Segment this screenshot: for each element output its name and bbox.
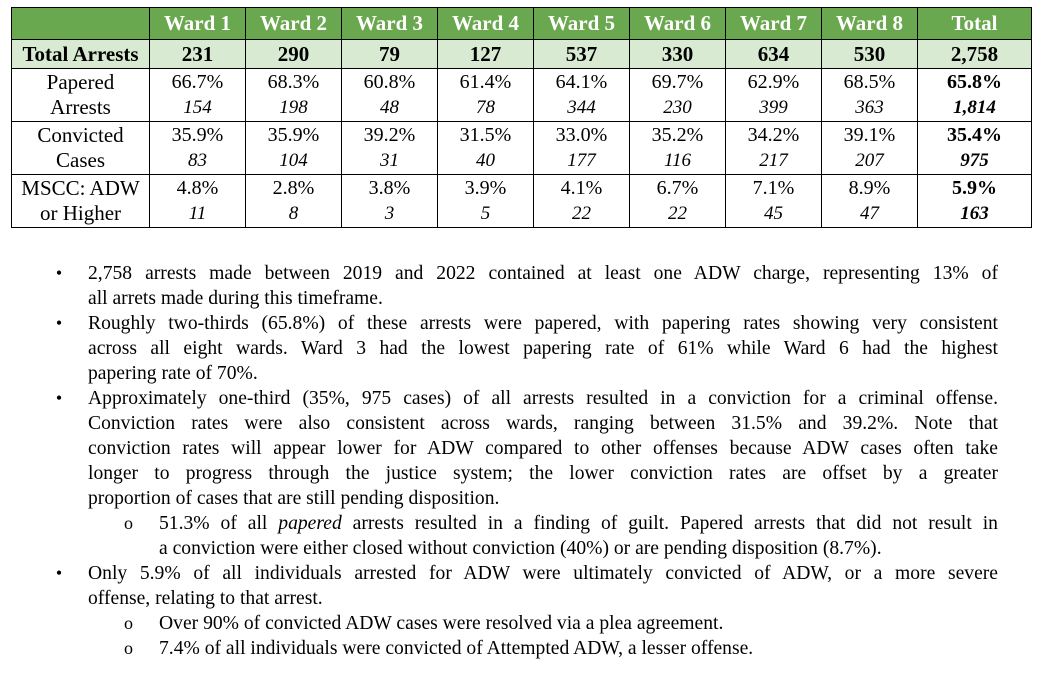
table-cell bbox=[150, 69, 246, 122]
count-value: 48 bbox=[380, 97, 399, 118]
percent-value: 6.7% bbox=[656, 177, 699, 199]
count-value: 154 bbox=[183, 97, 212, 118]
table-cell bbox=[438, 69, 534, 122]
table-cell bbox=[630, 122, 726, 175]
count-value: 363 bbox=[855, 97, 884, 118]
findings-bullet-list bbox=[52, 261, 998, 661]
text-line: 7.4% of all individuals were convicted of Attempted ADW, a lesser offense. bbox=[159, 638, 754, 659]
ward-arrest-table bbox=[11, 7, 1032, 228]
text-line: Only 5.9% of all individuals arrested for ADW were ultimately convicted of ADW, or a more severe bbox=[88, 563, 998, 584]
count-value: 163 bbox=[960, 203, 989, 224]
text-line: offense, relating to that arrest. bbox=[88, 588, 323, 609]
row-label-line: Convicted bbox=[37, 123, 124, 147]
bullet-icon: • bbox=[55, 388, 63, 408]
table-cell bbox=[342, 175, 438, 228]
table-header-row bbox=[12, 8, 1032, 40]
table-cell: 290 bbox=[246, 40, 342, 69]
percent-value: 35.4% bbox=[947, 124, 1002, 146]
count-value: 47 bbox=[860, 203, 879, 224]
count-value: 45 bbox=[764, 203, 783, 224]
circle-bullet-icon: o bbox=[124, 513, 133, 533]
count-value: 230 bbox=[663, 97, 692, 118]
list-item bbox=[52, 311, 998, 386]
bullet-icon: • bbox=[55, 563, 63, 583]
percent-value: 69.7% bbox=[651, 71, 704, 93]
table-cell bbox=[534, 122, 630, 175]
sub-list-item bbox=[52, 611, 998, 636]
count-value: 31 bbox=[380, 150, 399, 171]
list-item bbox=[52, 261, 998, 311]
row-label-line: Papered bbox=[46, 70, 115, 94]
row-label-line: or Higher bbox=[39, 201, 122, 225]
count-value: 1,814 bbox=[953, 97, 996, 118]
row-label-line: Cases bbox=[56, 148, 105, 172]
list-item bbox=[52, 561, 998, 611]
percent-value: 3.9% bbox=[464, 177, 507, 199]
table-cell: 127 bbox=[438, 40, 534, 69]
row-label: Total Arrests bbox=[12, 40, 150, 69]
percent-value: 35.9% bbox=[267, 124, 320, 146]
count-value: 198 bbox=[279, 97, 308, 118]
percent-value: 68.3% bbox=[267, 71, 320, 93]
header-corner-cell bbox=[12, 8, 150, 40]
table-cell: 537 bbox=[534, 40, 630, 69]
table-cell: 330 bbox=[630, 40, 726, 69]
table-cell-total bbox=[918, 175, 1032, 228]
sub-list-item bbox=[52, 636, 998, 661]
emphasis-text: papered bbox=[278, 513, 342, 534]
table-cell bbox=[246, 122, 342, 175]
percent-value: 7.1% bbox=[752, 177, 795, 199]
percent-value: 3.8% bbox=[368, 177, 411, 199]
papered-arrests-row bbox=[12, 69, 1032, 122]
table-cell bbox=[150, 175, 246, 228]
table-cell: 530 bbox=[822, 40, 918, 69]
percent-value: 61.4% bbox=[459, 71, 512, 93]
header-ward-5: Ward 5 bbox=[534, 8, 630, 40]
percent-value: 65.8% bbox=[947, 71, 1002, 93]
list-item bbox=[52, 386, 998, 511]
table-cell bbox=[726, 175, 822, 228]
percent-value: 31.5% bbox=[459, 124, 512, 146]
count-value: 3 bbox=[384, 203, 395, 224]
header-ward-3: Ward 3 bbox=[342, 8, 438, 40]
row-label-line: MSCC: ADW bbox=[21, 176, 140, 200]
header-total: Total bbox=[918, 8, 1032, 40]
percent-value: 5.9% bbox=[952, 177, 997, 199]
row-label-line: Arrests bbox=[50, 95, 111, 119]
count-value: 399 bbox=[759, 97, 788, 118]
percent-value: 62.9% bbox=[747, 71, 800, 93]
table-cell: 634 bbox=[726, 40, 822, 69]
sub-list-item bbox=[52, 511, 998, 561]
count-value: 975 bbox=[960, 150, 989, 171]
count-value: 78 bbox=[476, 97, 495, 118]
percent-value: 34.2% bbox=[747, 124, 800, 146]
header-ward-7: Ward 7 bbox=[726, 8, 822, 40]
table-cell bbox=[534, 175, 630, 228]
table-cell-total bbox=[918, 69, 1032, 122]
text-line: Roughly two-thirds (65.8%) of these arrests were papered, with papering rates showing very consistent bbox=[88, 313, 998, 334]
header-ward-8: Ward 8 bbox=[822, 8, 918, 40]
row-label bbox=[12, 175, 150, 228]
text-line bbox=[159, 511, 998, 536]
count-value: 217 bbox=[759, 150, 788, 171]
table-cell bbox=[822, 175, 918, 228]
text-line: Approximately one-third (35%, 975 cases) of all arrests resulted in a conviction for a criminal offense. bbox=[88, 388, 998, 409]
convicted-cases-row bbox=[12, 122, 1032, 175]
count-value: 177 bbox=[567, 150, 596, 171]
count-value: 22 bbox=[668, 203, 687, 224]
bullet-icon: • bbox=[55, 313, 63, 333]
text-line: Conviction rates were also consistent across wards, ranging between 31.5% and 39.2%. Note that bbox=[88, 413, 998, 434]
text-line: proportion of cases that are still pending disposition. bbox=[88, 488, 500, 509]
text-line: papering rate of 70%. bbox=[88, 363, 258, 384]
table-cell bbox=[726, 69, 822, 122]
header-ward-4: Ward 4 bbox=[438, 8, 534, 40]
percent-value: 60.8% bbox=[363, 71, 416, 93]
count-value: 5 bbox=[480, 203, 491, 224]
percent-value: 4.1% bbox=[560, 177, 603, 199]
count-value: 116 bbox=[663, 150, 692, 171]
text-line: Over 90% of convicted ADW cases were resolved via a plea agreement. bbox=[159, 613, 724, 634]
row-label bbox=[12, 69, 150, 122]
percent-value: 64.1% bbox=[555, 71, 608, 93]
table-cell-total bbox=[918, 122, 1032, 175]
percent-value: 39.1% bbox=[843, 124, 896, 146]
table-cell bbox=[822, 69, 918, 122]
table-cell: 2,758 bbox=[918, 40, 1032, 69]
circle-bullet-icon: o bbox=[124, 638, 133, 658]
percent-value: 33.0% bbox=[555, 124, 608, 146]
table-cell bbox=[630, 175, 726, 228]
text-span: arrests resulted in a finding of guilt. Papered arrests that did not result in bbox=[341, 513, 998, 534]
percent-value: 2.8% bbox=[272, 177, 315, 199]
text-line: longer to progress through the justice system; the lower conviction rates are offset by a greater bbox=[88, 463, 998, 484]
percent-value: 66.7% bbox=[171, 71, 224, 93]
count-value: 11 bbox=[188, 203, 207, 224]
count-value: 40 bbox=[476, 150, 495, 171]
text-line: a conviction were either closed without conviction (40%) or are pending disposition (8.7%). bbox=[159, 538, 882, 559]
table-cell bbox=[822, 122, 918, 175]
table-cell bbox=[438, 122, 534, 175]
row-label bbox=[12, 122, 150, 175]
count-value: 207 bbox=[855, 150, 884, 171]
percent-value: 35.2% bbox=[651, 124, 704, 146]
table-cell bbox=[246, 69, 342, 122]
text-line: conviction rates will appear lower for ADW compared to other offenses because ADW cases often take bbox=[88, 438, 998, 459]
text-span: 51.3% of all bbox=[159, 513, 279, 534]
table-cell bbox=[342, 69, 438, 122]
table-cell: 231 bbox=[150, 40, 246, 69]
total-arrests-row bbox=[12, 40, 1032, 69]
percent-value: 8.9% bbox=[848, 177, 891, 199]
percent-value: 35.9% bbox=[171, 124, 224, 146]
percent-value: 39.2% bbox=[363, 124, 416, 146]
header-ward-6: Ward 6 bbox=[630, 8, 726, 40]
text-line: all arrets made during this timeframe. bbox=[88, 288, 383, 309]
table-cell bbox=[534, 69, 630, 122]
count-value: 8 bbox=[288, 203, 299, 224]
table-cell bbox=[726, 122, 822, 175]
text-line: across all eight wards. Ward 3 had the lowest papering rate of 61% while Ward 6 had the highest bbox=[88, 338, 998, 359]
circle-bullet-icon: o bbox=[124, 613, 133, 633]
text-line: 2,758 arrests made between 2019 and 2022 contained at least one ADW charge, representing 13% of bbox=[88, 263, 998, 284]
count-value: 104 bbox=[279, 150, 308, 171]
percent-value: 4.8% bbox=[176, 177, 219, 199]
table-cell bbox=[342, 122, 438, 175]
count-value: 344 bbox=[567, 97, 596, 118]
table-cell bbox=[630, 69, 726, 122]
bullet-icon: • bbox=[55, 263, 63, 283]
table-cell bbox=[150, 122, 246, 175]
count-value: 83 bbox=[188, 150, 207, 171]
percent-value: 68.5% bbox=[843, 71, 896, 93]
mscc-adw-row bbox=[12, 175, 1032, 228]
header-ward-1: Ward 1 bbox=[150, 8, 246, 40]
count-value: 22 bbox=[572, 203, 591, 224]
header-ward-2: Ward 2 bbox=[246, 8, 342, 40]
table-cell bbox=[246, 175, 342, 228]
table-cell bbox=[438, 175, 534, 228]
table-cell: 79 bbox=[342, 40, 438, 69]
